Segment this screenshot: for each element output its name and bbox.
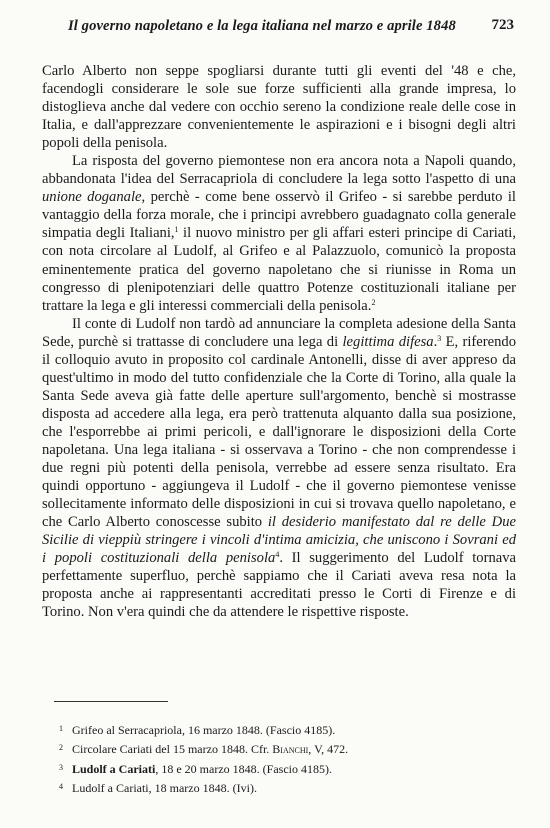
footnote-3: 3 Ludolf a Cariati, 18 e 20 marzo 1848. (Fascio 4185). [72,760,512,779]
emphasis-unione-doganale: unione doganale [42,189,142,206]
page-number: 723 [491,17,514,33]
footnote-4 [59,779,512,798]
footnote-ref-3[interactable]: 3 [437,333,442,343]
paragraph-1-text: Carlo Alberto non seppe spogliarsi durante tutti gli eventi del '48 e che, facendogli considerare le sole sue forze sufficienti alla grande impresa, lo distoglieva anche dal vedere con occhio sereno la condizione reale delle cose in Italia, e dall'apprezzare convenientemente le aspirazioni e i bisogni degli altri popoli della penisola. [42,63,516,152]
footnote-2: 2 Circolare Cariati del 15 marzo 1848. Cfr. Bianchi, V, 472. [72,740,512,759]
footnote-ref-4[interactable]: 4 [275,550,280,560]
footnote-ref-1[interactable]: 1 [174,225,179,235]
paragraph-2: La risposta del governo piemontese non era ancora nota a Napoli quando, abbandonata l'idea del Serracapriola di concludere la lega sotto l'aspetto di una unione doganale, perchè - come bene osservò il Grifeo - si sarebbe perduto il vantaggio della forza morale, che i principi avrebbero guadagnato colla generale simpatia degli Italiani,$^1$ il nuovo ministro per gli affari esteri principe di Cariati, con nota circolare al Ludolf, al Grifeo e al Palazzuolo, comunicò la proposta eminentemente pratica del governo napoletano che si riunisse in Roma un congresso di plenipotenziari delle quattro Potenze costituzionali italiane per trattare la lega e gli interessi commerciali della penisola.$^2$ [42,153,516,314]
paragraph-1 [42,62,516,152]
paragraph-3: Il conte di Ludolf non tardò ad annunciare la completa adesione della Santa Sede, purchè si trattasse di concludere una lega di legittima difesa.$^3$ E, riferendo il colloquio avuto in proposito col cardinale Antonelli, disse di aver appreso da quest'ultimo in modo del tutto confidenziale che la Corte di Torino, alla quale la Santa Sede aveva già fatte delle aperture sull'argomento, benchè si mostrasse disposta ad accedere alla lega, era però trattenuta alquanto dalla sua posizione, che l'esporrebbe ai primi pericoli, e dall'ignorare le disposizioni della Corte napoletana. Una lega italiana - si osservava a Torino - che non comprendesse i due regni più potenti della penisola, verrebbe ad essere senza risultato. Era quindi opportuno - aggiungeva il Ludolf - che il governo piemontese venisse sollecitamente informato delle disposizioni in cui si trovava quello napoletano, e che Carlo Alberto conoscesse subito il desiderio manifestato dal re delle Due Sicilie di vieppiù stringere i vincoli d'intima amicizia, che uniscono i Sovrani ed i popoli costituzionali della penisola$^4$. Il suggerimento del Ludolf tornava perfettamente superfluo, perchè sappiamo che il Cariati aveva resa nota la proposta anche ai rappresentanti accreditati presso le Corti di Firenze e di Torino. Non v'era quindi che da attendere le rispettive risposte. [42,315,516,621]
footnote-1 [59,721,512,740]
footnote-ref-2[interactable]: 2 [371,297,376,307]
body-text [42,62,516,621]
footnote-number: 4 [59,781,63,791]
footnote-text: Grifeo al Serracapriola, 16 marzo 1848. (Fascio 4185). [72,723,336,737]
footnote-number: 3 [59,762,63,772]
footnotes [59,721,512,798]
footnote-number: 1 [59,724,63,733]
footnote-number: 2 [59,743,63,753]
emphasis-legittima-difesa: legittima difesa [342,333,434,350]
running-header [56,14,514,36]
running-title: Il governo napoletano e la lega italiana nel marzo e aprile 1848 [68,18,456,34]
footnote-divider [54,701,168,702]
emphasis-quotation: il desiderio manifestato dal re delle Due Sicilie di vieppiù stringere i vincoli d'intima amicizia, che uniscono i Sovrani ed i popoli costituzionali della penisola [42,514,516,567]
author-bianchi: Bianchi [272,742,309,757]
footnote-text: Ludolf a Cariati, 18 marzo 1848. (Ivi). [72,780,257,795]
